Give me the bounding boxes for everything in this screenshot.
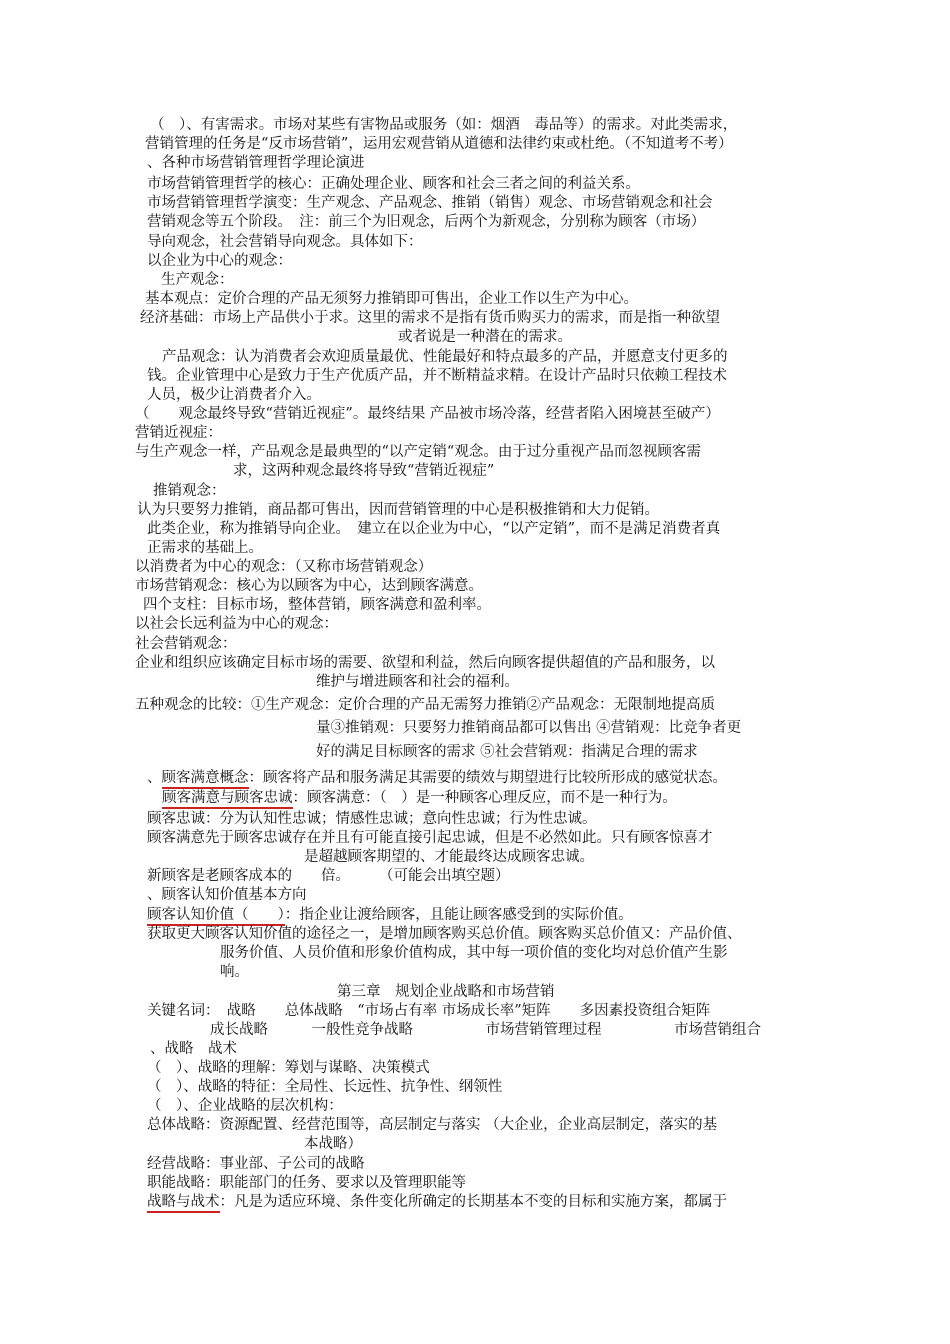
- text-line: [147, 768, 727, 788]
- text-line: 本战略）: [304, 1136, 362, 1152]
- text-line: 响。: [220, 964, 249, 980]
- text-line: 顾客忠诚：分为认知性忠诚；情感性忠诚；意向性忠诚；行为性忠诚。: [147, 811, 597, 827]
- text-line: 顾客满意先于顾客忠诚存在并且有可能直接引起忠诚，但是不必然如此。只有顾客惊喜才: [147, 830, 713, 846]
- underlined-term: 顾客认知价值（ ）: [147, 907, 285, 926]
- text-line: 导向观念，社会营销导向观念。具体如下：: [147, 234, 423, 250]
- underlined-term: 战略与战术: [147, 1194, 220, 1213]
- section-heading: 社会营销观念：: [135, 636, 237, 652]
- text-line: （ 观念最终导致“营销近视症”。最终结果 产品被市场冷落，经营者陷入困境甚至破产）: [135, 406, 720, 422]
- text-line: 人员，极少让消费者介入。: [147, 387, 321, 403]
- text-line: 成长战略 一般性竞争战略 市场营销管理过程 市场营销组合: [210, 1022, 761, 1038]
- text-line: 正需求的基础上。: [147, 540, 263, 556]
- text-line: 与生产观念一样，产品观念是最典型的“以产定销“观念。由于过分重视产品而忽视顾客需: [135, 444, 701, 460]
- text-line: 经济基础：市场上产品供小于求。这里的需求不是指有货币购买力的需求，而是指一种欲望: [140, 310, 720, 326]
- text-line: 量③推销观：只要努力推销商品都可以售出 ④营销观：比竞争者更: [316, 720, 742, 736]
- text-line: 好的满足目标顾客的需求 ⑤社会营销观：指满足合理的需求: [316, 744, 698, 760]
- text-line: [147, 905, 633, 925]
- text-line: 五种观念的比较：①生产观念：定价合理的产品无需努力推销②产品观念：无限制地提高质: [135, 697, 715, 713]
- term-definition: ：凡是为适应环境、条件变化所确定的长期基本不变的目标和实施方案，都属于: [219, 1194, 727, 1210]
- text-line: 市场营销管理哲学演变：生产观念、产品观念、推销（销售）观念、市场营销观念和社会: [147, 195, 713, 211]
- text-line: [147, 1192, 727, 1212]
- term-definition: ：顾客满意：（ ）是一种顾客心理反应，而不是一种行为。: [292, 790, 677, 806]
- text-line: 总体战略：资源配置、经营范围等，高层制定与落实 （大企业，企业高层制定，落实的基: [147, 1117, 718, 1133]
- text-line: 基本观点：定价合理的产品无须努力推销即可售出，企业工作以生产为中心。: [145, 291, 638, 307]
- text-line: 认为只要努力推销，商品都可售出，因而营销管理的中心是积极推销和大力促销。: [137, 502, 659, 518]
- section-heading: 生产观念：: [161, 272, 234, 288]
- chapter-title: 第三章 规划企业战略和市场营销: [337, 984, 555, 1000]
- section-heading: 以社会长远利益为中心的观念：: [135, 616, 338, 632]
- text-line: 市场营销观念：核心为以顾客为中心，达到顾客满意。: [135, 578, 483, 594]
- section-heading: 以企业为中心的观念：: [147, 253, 292, 269]
- text-line: 服务价值、人员价值和形象价值构成，其中每一项价值的变化均对总价值产生影: [220, 945, 728, 961]
- term-definition: ：指企业让渡给顾客，且能让顾客感受到的实际价值。: [284, 907, 633, 923]
- text-line: 营销管理的任务是“反市场营销”，运用宏观营销从道德和法律约束或杜绝。（不知道考不考）: [145, 136, 733, 152]
- section-heading: 推销观念：: [153, 483, 226, 499]
- text-line: （ ）、企业战略的层次机构：: [147, 1098, 343, 1114]
- term-definition: ：顾客将产品和服务满足其需要的绩效与期望进行比较所形成的感觉状态。: [248, 770, 727, 786]
- text-line: 营销观念等五个阶段。 注：前三个为旧观念，后两个为新观念，分别称为顾客（市场）: [147, 214, 706, 230]
- text-line: 市场营销管理哲学的核心：正确处理企业、顾客和社会三者之间的利益关系。: [147, 176, 640, 192]
- section-heading: 营销近视症：: [135, 425, 222, 441]
- bullet-mark: 、: [147, 770, 162, 786]
- text-line: 钱。企业管理中心是致力于生产优质产品，并不断精益求精。在设计产品时只依赖工程技术: [147, 368, 727, 384]
- text-line: 是超越顾客期望的、才能最终达成顾客忠诚。: [304, 849, 594, 865]
- text-line: 企业和组织应该确定目标市场的需要、欲望和利益，然后向顾客提供超值的产品和服务，以: [135, 655, 715, 671]
- underlined-term: 顾客满意概念: [162, 770, 249, 789]
- text-line: 经营战略：事业部、子公司的战略: [147, 1156, 365, 1172]
- text-line: 、各种市场营销管理哲学理论演进: [147, 155, 365, 171]
- section-heading: 、顾客认知价值基本方向: [147, 887, 307, 903]
- text-line: （ ）、战略的特征：全局性、长远性、抗争性、纲领性: [147, 1079, 503, 1095]
- section-heading: 以消费者为中心的观念：（又称市场营销观念）: [135, 559, 433, 575]
- text-line: 关键名词： 战略 总体战略 “市场占有率 市场成长率”矩阵 多因素投资组合矩阵: [147, 1003, 711, 1019]
- text-line: 或者说是一种潜在的需求。: [398, 329, 572, 345]
- text-line: 获取更大顾客认知价值的途径之一，是增加顾客购买总价值。顾客购买总价值又：产品价值、: [147, 926, 742, 942]
- text-line: [162, 788, 677, 808]
- text-line: 此类企业，称为推销导向企业。 建立在以企业为中心，“以产定销”，而不是满足消费者真: [147, 521, 721, 537]
- text-line: 新顾客是老顾客成本的 倍。 （可能会出填空题）: [147, 868, 510, 884]
- text-line: （ ）、战略的理解：筹划与谋略、决策模式: [147, 1060, 430, 1076]
- text-line: 维护与增进顾客和社会的福利。: [316, 674, 519, 690]
- text-line: 四个支柱：目标市场，整体营销，顾客满意和盈利率。: [143, 597, 491, 613]
- text-line: （ ）、有害需求。市场对某些有害物品或服务（如：烟酒 毒品等）的需求。对此类需求，: [150, 117, 738, 133]
- text-line: 求，这两种观念最终将导致“营销近视症”: [233, 463, 495, 479]
- text-line: 职能战略：职能部门的任务、要求以及管理职能等: [147, 1175, 466, 1191]
- section-heading: 、战略 战术: [150, 1041, 237, 1057]
- text-line: 产品观念：认为消费者会欢迎质量最优、性能最好和特点最多的产品，并愿意支付更多的: [162, 349, 728, 365]
- underlined-term: 顾客满意与顾客忠诚: [162, 790, 293, 809]
